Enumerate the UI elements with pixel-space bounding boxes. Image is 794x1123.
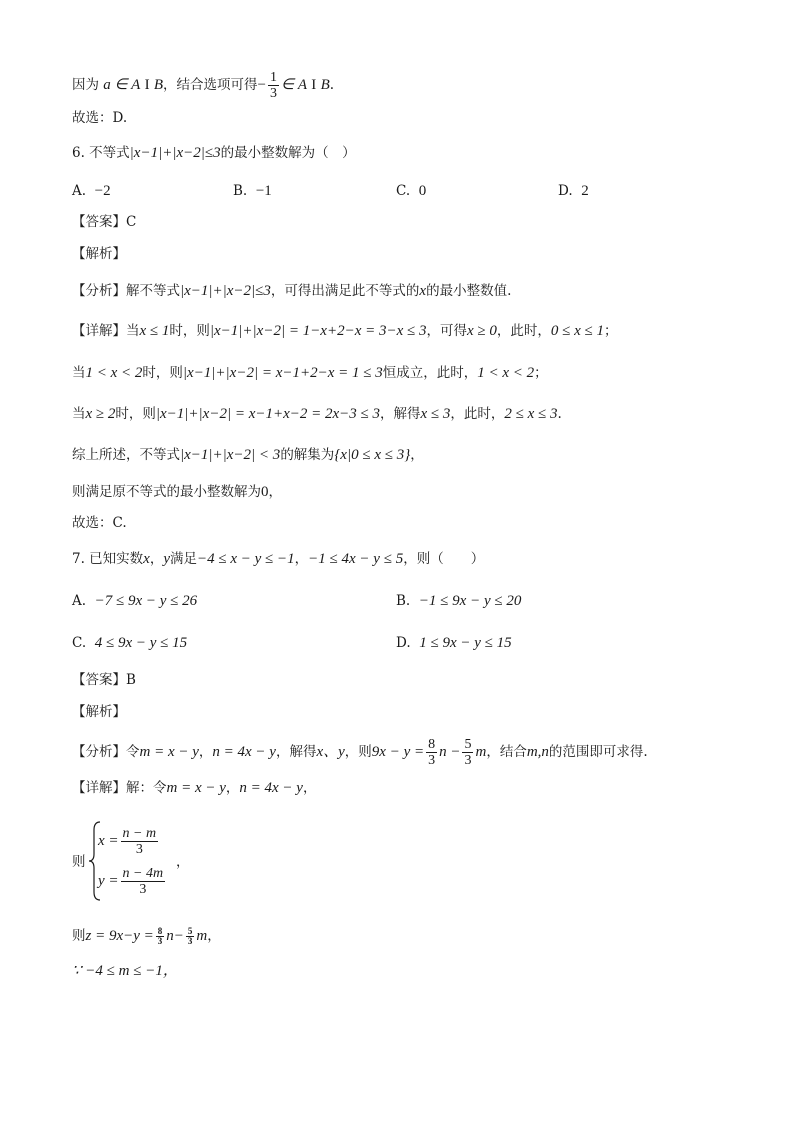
detail-6-case3 [72, 404, 562, 424]
math: 0 [261, 484, 269, 500]
option-b [233, 181, 272, 201]
option-key: C. [72, 635, 87, 651]
text: 6. 不等式 [72, 145, 130, 161]
math: n − [439, 744, 461, 760]
option-key: A. [72, 593, 87, 609]
text: ， [302, 780, 317, 796]
denominator: 3 [270, 86, 277, 101]
text: ，结合 [486, 744, 527, 760]
system-comma: ， [176, 854, 190, 870]
numerator: 8 [428, 737, 436, 752]
fraction [186, 927, 195, 946]
math: z = 9x−y = [85, 928, 154, 944]
text: ，可得出满足此不等式的 [270, 283, 420, 299]
option-d [558, 181, 589, 201]
text: 的最小整数解为（ ） [220, 145, 356, 161]
math: 0 ≤ x ≤ 1 [550, 323, 605, 339]
math: − [257, 77, 266, 93]
text: 【详解】解：令 [72, 780, 167, 796]
answer-6: 【答案】C [72, 214, 137, 230]
text: 【分析】解不等式 [72, 283, 180, 299]
text: ， [410, 447, 424, 463]
math: 2 ≤ x ≤ 3 [504, 406, 558, 422]
detail-7 [72, 778, 316, 798]
fraction [121, 866, 166, 897]
text: 则 [72, 928, 86, 944]
text: ， [294, 551, 309, 567]
math: m [196, 928, 208, 944]
math: x ≤ 3 [420, 406, 451, 422]
math: x [143, 551, 150, 567]
text: 当 [72, 406, 86, 422]
ze-label: 则 [72, 854, 86, 870]
question-7-stem [72, 549, 484, 569]
math: B [320, 77, 330, 93]
math: x [419, 283, 427, 299]
choose-c: 故选：C. [72, 515, 127, 531]
text: ，解得 [380, 406, 421, 422]
text: . [557, 406, 562, 422]
system-x [98, 826, 160, 857]
option-value: 1 ≤ 9x − y ≤ 15 [419, 635, 512, 651]
text: ，可得 [426, 323, 468, 339]
option-value: −2 [94, 183, 111, 199]
text: ， [225, 780, 240, 796]
option-c [72, 633, 187, 653]
math: a ∈ A [103, 77, 141, 93]
text: 则满足原不等式的最小整数解为 [72, 484, 261, 500]
numerator: 5 [187, 926, 193, 936]
option-key: C. [396, 183, 411, 199]
numerator: n − m [122, 826, 157, 841]
math: |x−1|+|x−2| = x−1+2−x = 1 ≤ 3 [182, 365, 383, 381]
denominator: 3 [135, 842, 143, 857]
detail-6-case2 [72, 363, 548, 383]
option-key: B. [396, 593, 411, 609]
intro-line [72, 70, 334, 101]
math: |x−1|+|x−2| < 3 [180, 447, 281, 463]
math: B [153, 77, 164, 93]
option-key: D. [558, 183, 573, 199]
option-value: 4 ≤ 9x − y ≤ 15 [94, 635, 188, 651]
text: 时，则 [142, 365, 183, 381]
text: 时，则 [169, 323, 210, 339]
system-y [98, 866, 167, 897]
text: 恒成立，此时， [382, 365, 478, 381]
math: −1 ≤ 4x − y ≤ 5 [308, 551, 404, 567]
option-a [72, 181, 111, 201]
text: ； [604, 323, 618, 339]
math: x ≤ 1 [139, 323, 170, 339]
math: x、y [316, 744, 345, 760]
math: −4 ≤ x − y ≤ −1 [197, 551, 295, 567]
fraction [462, 737, 473, 768]
math: x ≥ 0 [467, 323, 497, 339]
math: 1 < x < 2 [85, 365, 143, 381]
fraction [156, 927, 165, 946]
numerator: n − 4m [122, 866, 164, 881]
math: 9x − y = [371, 744, 425, 760]
text: ； [534, 365, 548, 381]
text: . [329, 77, 335, 93]
question-6-stem [72, 143, 356, 163]
option-value: −7 ≤ 9x − y ≤ 26 [94, 593, 198, 609]
answer-7: 【答案】B [72, 672, 136, 688]
math: m = x − y [139, 744, 199, 760]
text: ，此时， [450, 406, 505, 422]
text: ，结合选项可得 [163, 77, 258, 93]
math: m,n [526, 744, 549, 760]
math: 1 < x < 2 [477, 365, 535, 381]
option-value: −1 [255, 183, 272, 199]
option-b [396, 591, 521, 611]
fraction [268, 70, 279, 101]
text: 满足 [170, 551, 198, 567]
text: 因为 [72, 77, 99, 93]
math: |x−1|+|x−2| = 1−x+2−x = 3−x ≤ 3 [209, 323, 427, 339]
math: |x−1|+|x−2| = x−1+x−2 = 2x−3 ≤ 3 [155, 406, 381, 422]
jiexi-6: 【解析】 [72, 246, 126, 262]
text: 的范围即可求得. [548, 744, 648, 760]
text: 的最小整数值. [426, 283, 512, 299]
math: m = x − y [166, 780, 226, 796]
fraction [426, 737, 437, 768]
summary-6 [72, 445, 424, 465]
math: I [311, 77, 317, 93]
math: {x|0 ≤ x ≤ 3} [334, 447, 411, 463]
text: ， [149, 551, 164, 567]
fraction [121, 826, 159, 857]
math: n− [166, 928, 184, 944]
denominator: 3 [187, 936, 193, 946]
math: n = 4x − y [239, 780, 303, 796]
text: ， [207, 928, 221, 944]
option-d [396, 633, 512, 653]
because-line: ∵ −4 ≤ m ≤ −1， [72, 963, 178, 979]
text: ， [198, 744, 213, 760]
option-a [72, 591, 197, 611]
math: ∈ A [281, 77, 307, 93]
text: 时，则 [115, 406, 156, 422]
denominator: 3 [428, 753, 436, 768]
math: x ≥ 2 [85, 406, 116, 422]
math: y = [98, 873, 119, 889]
text: 当 [72, 365, 86, 381]
option-value: 2 [581, 183, 589, 199]
text: 综上所述，不等式 [72, 447, 180, 463]
analysis-7 [72, 737, 648, 768]
numerator: 1 [270, 70, 277, 85]
text: ，则（ ） [403, 551, 485, 567]
text: ，解得 [275, 744, 317, 760]
text: 7. 已知实数 [72, 551, 144, 567]
math: m [475, 744, 487, 760]
denominator: 3 [157, 936, 163, 946]
math: y [163, 551, 171, 567]
math: x = [98, 833, 119, 849]
math: I [144, 77, 150, 93]
text: ，此时， [496, 323, 551, 339]
numerator: 5 [464, 737, 472, 752]
text: ，则 [344, 744, 372, 760]
text: 【分析】令 [72, 744, 140, 760]
denominator: 3 [139, 882, 147, 897]
math: n = 4x − y [212, 744, 276, 760]
choose-d: 故选：D. [72, 110, 128, 126]
math: |x−1|+|x−2|≤3 [180, 283, 271, 299]
analysis-6 [72, 281, 511, 301]
option-value: −1 ≤ 9x − y ≤ 20 [418, 593, 522, 609]
option-c [396, 181, 426, 201]
numerator: 8 [157, 926, 163, 936]
conclusion-6 [72, 482, 282, 502]
z-expression [72, 926, 221, 946]
text: 【详解】当 [72, 323, 140, 339]
denominator: 3 [464, 753, 472, 768]
text: 的解集为 [280, 447, 335, 463]
math: |x−1|+|x−2|≤3 [129, 145, 221, 161]
option-value: 0 [418, 183, 427, 199]
jiexi-7: 【解析】 [72, 704, 126, 720]
detail-6-case1 [72, 321, 618, 341]
text: ， [268, 484, 282, 500]
option-key: B. [233, 183, 248, 199]
option-key: D. [396, 635, 411, 651]
option-key: A. [72, 183, 87, 199]
